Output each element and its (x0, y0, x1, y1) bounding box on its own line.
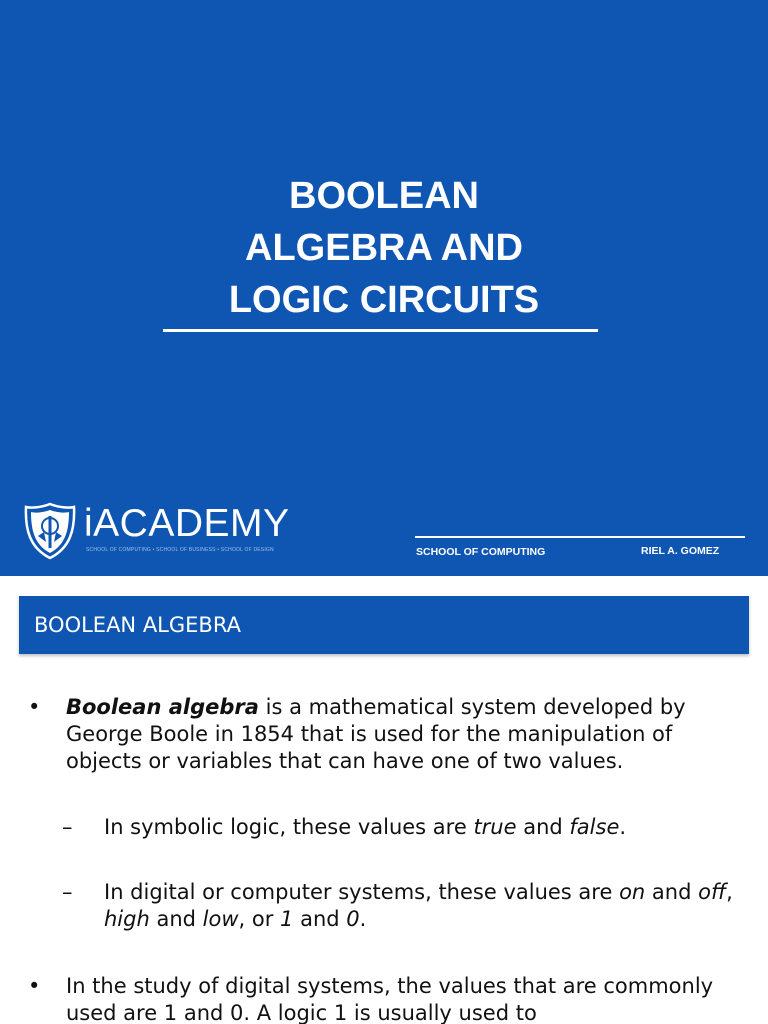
bullet-boolean-algebra (66, 694, 746, 775)
footer-school: SCHOOL OF COMPUTING (416, 546, 546, 558)
section-header-bar (19, 596, 749, 654)
bullet-marker: • (28, 695, 41, 719)
dash-marker: – (62, 815, 73, 839)
term-low: low (202, 907, 239, 931)
text-segment: and (293, 907, 347, 931)
text-segment: , (726, 880, 733, 904)
logo-tagline: SCHOOL OF COMPUTING • SCHOOL OF BUSINESS • SCHOOL OF DESIGN (86, 547, 274, 553)
text-segment: In symbolic logic, these values are (104, 815, 474, 839)
title-line-3: LOGIC CIRCUITS (228, 279, 540, 321)
title-underline (163, 329, 598, 332)
text-segment: In digital or computer systems, these values are (104, 880, 620, 904)
slide-title (0, 170, 768, 326)
footer-divider (415, 536, 745, 538)
term-1: 1 (280, 907, 294, 931)
subbullet-digital-systems (104, 879, 744, 933)
subbullet-symbolic-logic (104, 814, 744, 841)
title-line-1: BOOLEAN (289, 175, 479, 217)
bullet-text: is a mathematical system developed by George Boole in 1854 that is used for the manipulation of objects or variables that can have one of two values. (66, 695, 686, 773)
term-high: high (104, 907, 150, 931)
text-segment: . (359, 907, 367, 931)
dash-marker: – (62, 880, 73, 904)
term-true: true (473, 815, 517, 839)
shield-emblem-icon (24, 502, 76, 560)
text-segment: , or (238, 907, 281, 931)
term-boolean-algebra: Boolean algebra (66, 695, 259, 719)
term-off: off (698, 880, 727, 904)
bullet-marker: • (28, 974, 41, 998)
text-segment: . (619, 815, 627, 839)
section-title: BOOLEAN ALGEBRA (34, 613, 241, 637)
text-segment: and (149, 907, 203, 931)
text-segment: and (645, 880, 699, 904)
term-false: false (569, 815, 620, 839)
footer-author: RIEL A. GOMEZ (641, 545, 720, 557)
content-slide (0, 576, 768, 1024)
title-line-2: ALGEBRA AND (245, 227, 523, 269)
text-segment: and (516, 815, 570, 839)
term-0: 0 (346, 907, 360, 931)
term-on: on (619, 880, 646, 904)
bullet-digital-values: In the study of digital systems, the values that are commonly used are 1 and 0. A logic 1 is usually used to (66, 974, 714, 1024)
logo-wordmark: iACADEMY (84, 502, 290, 545)
